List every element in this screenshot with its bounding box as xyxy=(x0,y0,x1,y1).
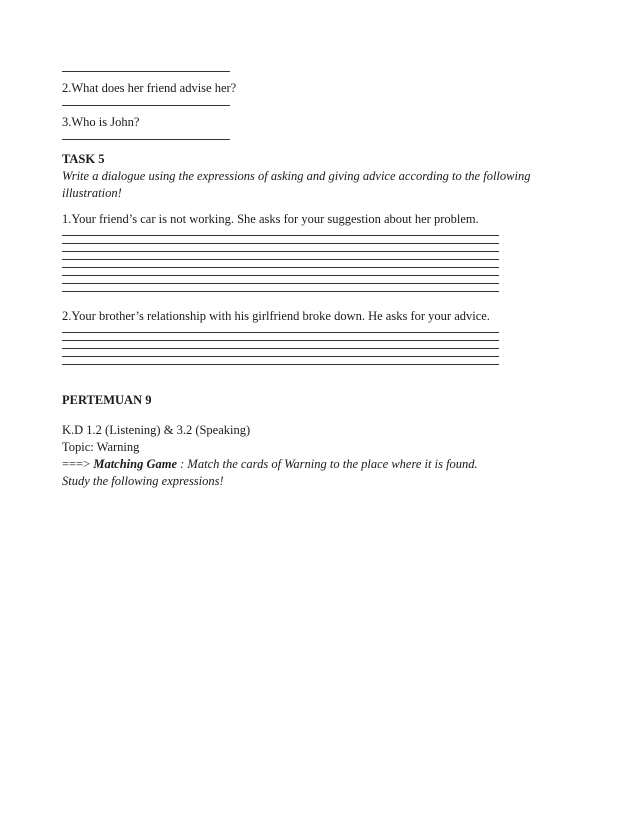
question-3: 3.Who is John? xyxy=(62,115,140,129)
worksheet-page xyxy=(62,71,582,490)
answer-line xyxy=(62,71,230,72)
task-5-heading: TASK 5 xyxy=(62,152,105,166)
answer-line xyxy=(62,105,230,106)
dialogue-line xyxy=(62,291,499,292)
dialogue-line xyxy=(62,267,499,268)
study-line: Study the following expressions! xyxy=(62,474,224,488)
answer-line xyxy=(62,139,230,140)
question-2: 2.What does her friend advise her? xyxy=(62,81,237,95)
task-5-item-1: 1.Your friend’s car is not working. She asks for your suggestion about her problem. xyxy=(62,212,479,226)
dialogue-line xyxy=(62,364,499,365)
dialogue-line xyxy=(62,251,499,252)
matching-game-line xyxy=(62,456,582,473)
dialogue-line xyxy=(62,356,499,357)
task-5-instruction-line-1: Write a dialogue using the expressions of asking and giving advice according to the following xyxy=(62,169,531,183)
dialogue-line xyxy=(62,283,499,284)
dialogue-lines-1 xyxy=(62,235,582,292)
dialogue-line xyxy=(62,275,499,276)
matching-game-label: Matching Game xyxy=(93,457,178,471)
dialogue-lines-2 xyxy=(62,332,582,365)
arrow-text: ===> xyxy=(62,457,91,471)
dialogue-line xyxy=(62,332,499,333)
dialogue-line xyxy=(62,348,499,349)
dialogue-line xyxy=(62,243,499,244)
dialogue-line xyxy=(62,340,499,341)
task-5-item-2: 2.Your brother’s relationship with his girlfriend broke down. He asks for your advice. xyxy=(62,309,490,323)
dialogue-line xyxy=(62,235,499,236)
task-5-instruction-line-2: illustration! xyxy=(62,186,122,200)
kd-line: K.D 1.2 (Listening) & 3.2 (Speaking) xyxy=(62,423,251,437)
topic-line: Topic: Warning xyxy=(62,440,140,454)
dialogue-line xyxy=(62,259,499,260)
pertemuan-heading: PERTEMUAN 9 xyxy=(62,393,152,407)
matching-game-text: : Match the cards of Warning to the place where it is found. xyxy=(177,457,478,471)
